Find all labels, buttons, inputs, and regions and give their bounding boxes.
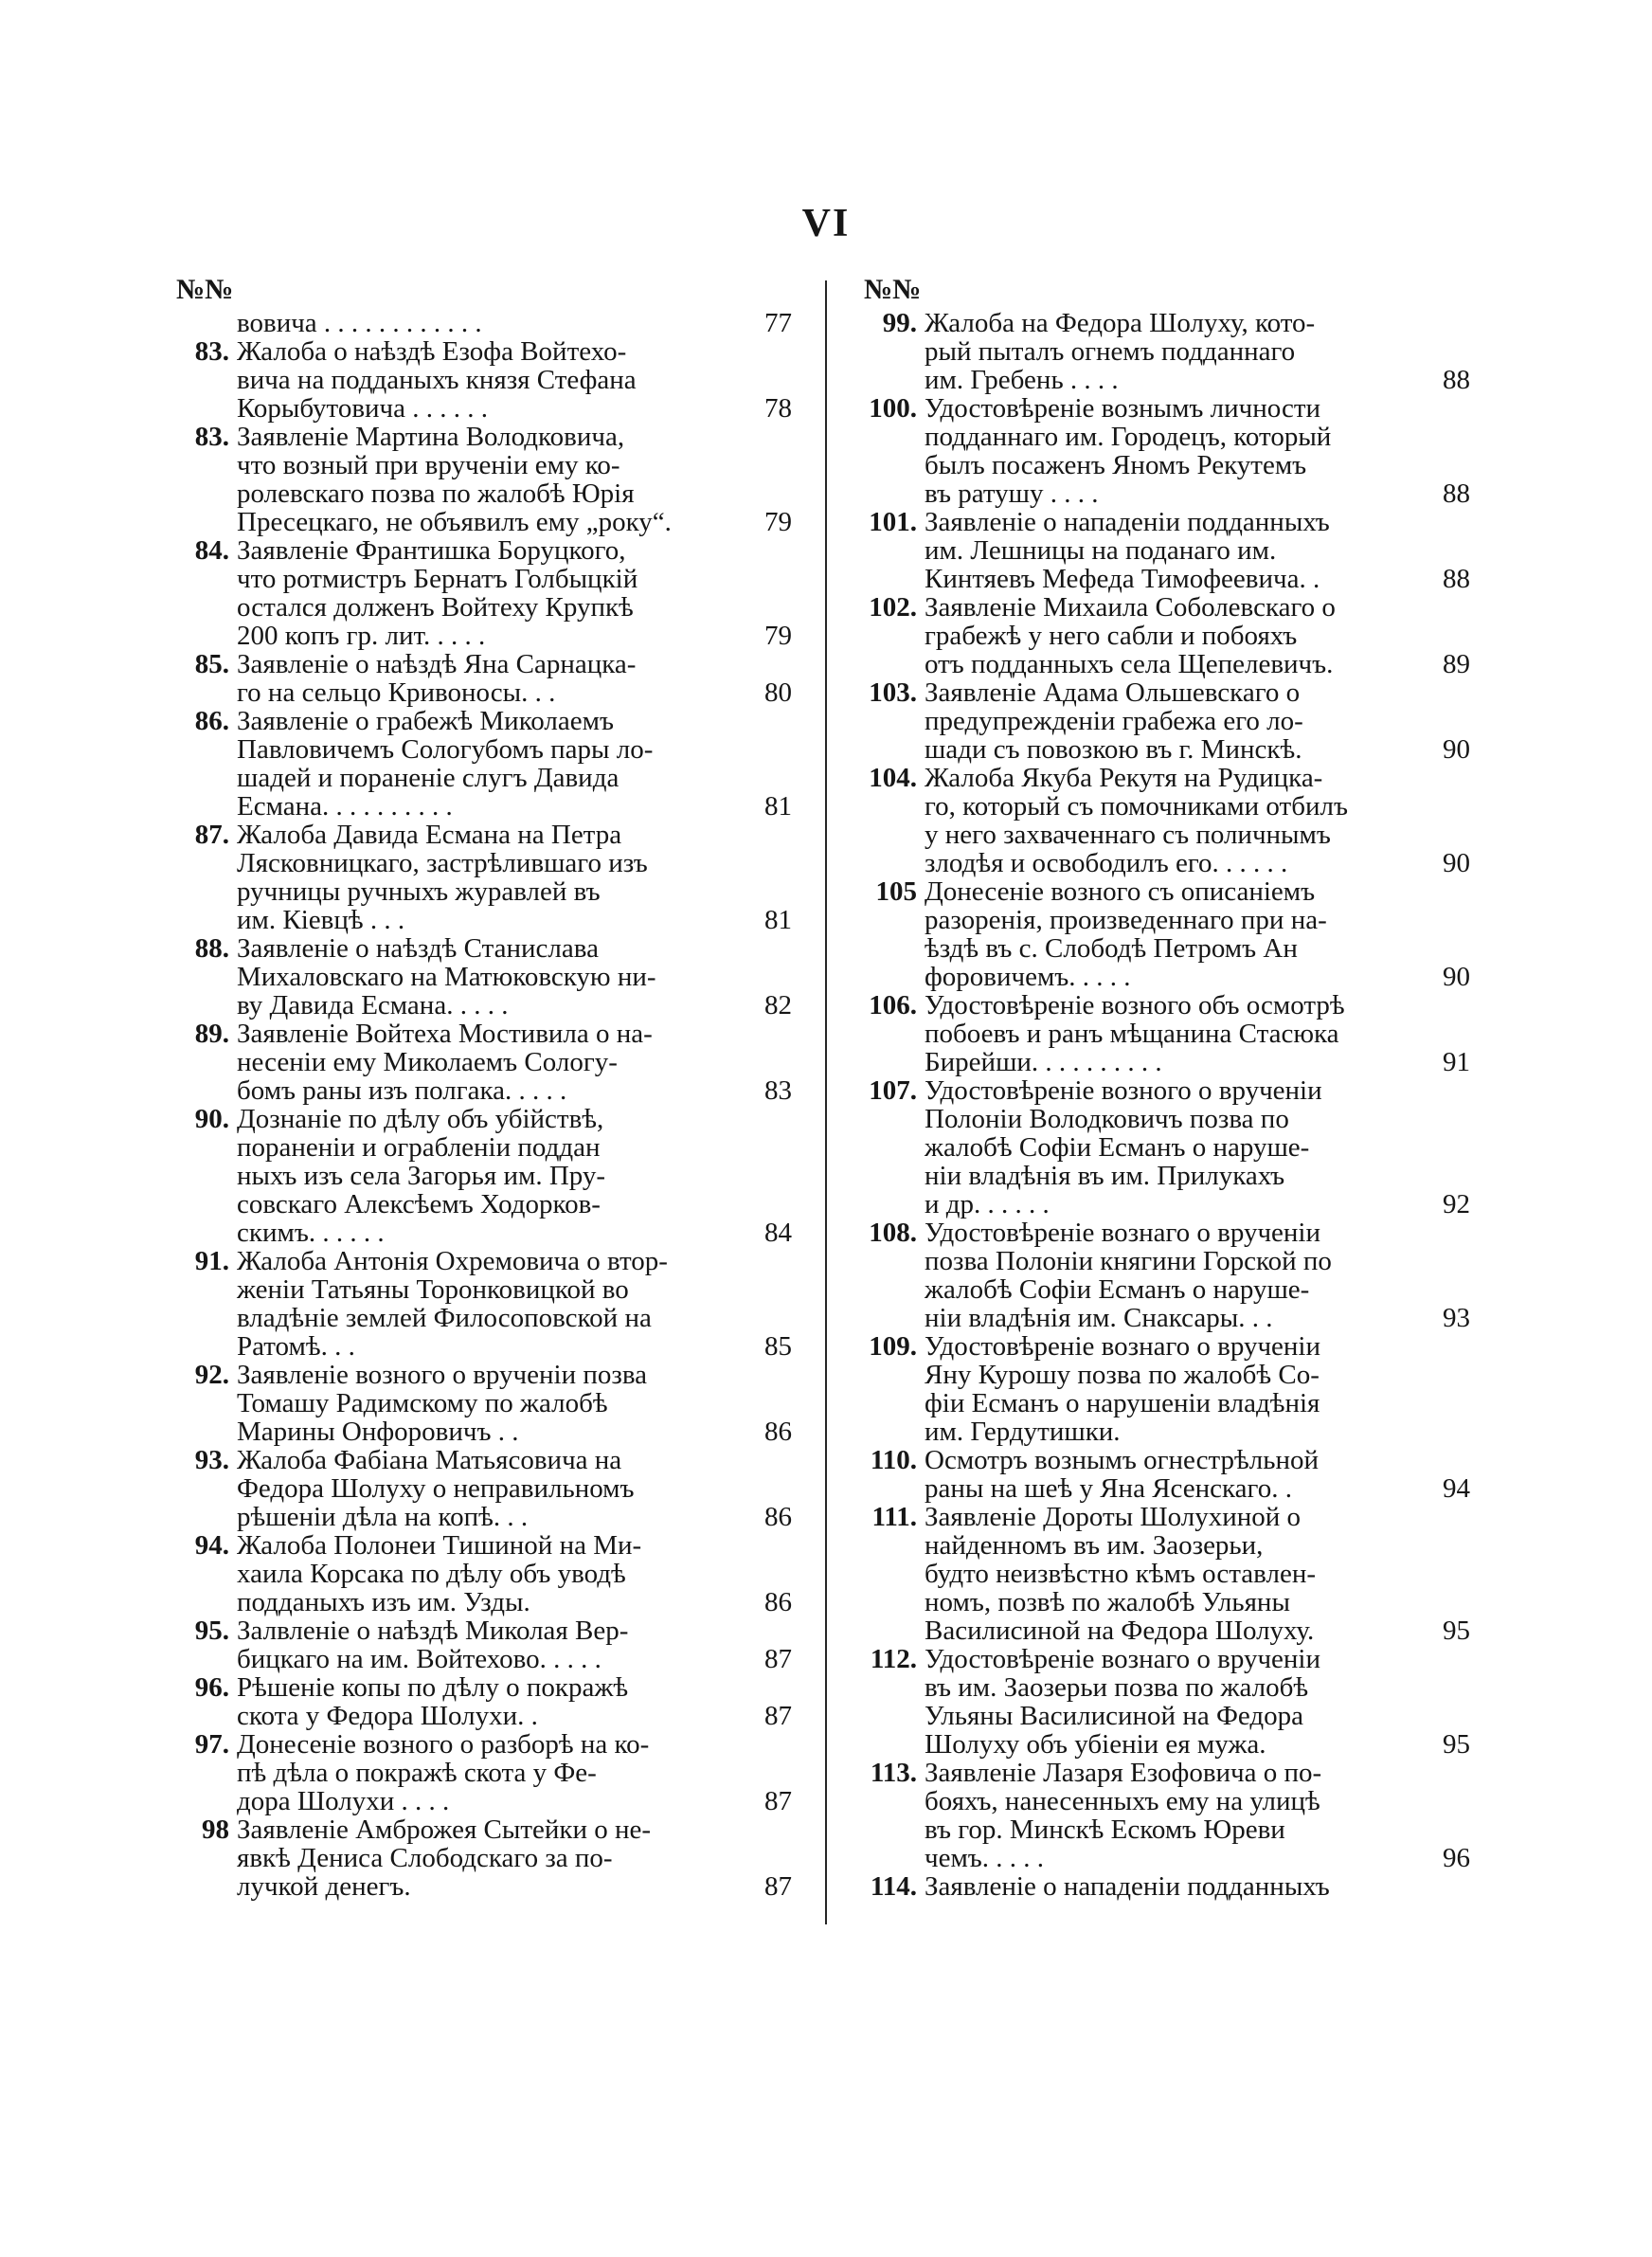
toc-entry [864, 877, 1470, 991]
toc-entry [864, 508, 1470, 593]
entry-number: 98 [202, 1815, 229, 1845]
entry-page-number: 89 [1443, 649, 1470, 679]
toc-entry [176, 309, 792, 337]
toc-entry [176, 1446, 792, 1531]
entry-number: 86. [194, 706, 229, 736]
entry-title: Заявленіе о наѣздѣ Станислава Михаловскаго на Матюковскую ни- ву Давида Есмана. . . . . [237, 933, 656, 1020]
toc-entry [176, 1020, 792, 1105]
entry-title: Залвленіе о наѣздѣ Миколая Вер- бицкаго на им. Войтехово. . . . . [237, 1616, 629, 1674]
right-entries-list [864, 309, 1470, 1901]
left-entries-list [176, 309, 792, 1901]
entry-title: Заявленіе Мартина Володковича, что возный при врученіи ему ко- ролевскаго позва по жалобѣ Юрія Пресецкаго, не объявилъ ему „року“. [237, 422, 672, 537]
toc-entry [864, 1645, 1470, 1759]
entry-page-number: 87 [764, 1701, 792, 1731]
toc-entry [864, 1759, 1470, 1872]
entry-number: 83. [194, 336, 229, 367]
entry-title: Жалоба Полонеи Тишиной на Ми- хаила Корсака по дѣлу объ уводѣ подданыхъ изъ им. Узды. [237, 1530, 642, 1617]
entry-page-number: 92 [1443, 1189, 1470, 1219]
entry-number: 106. [869, 990, 917, 1020]
entry-title: Заявленіе Франтишка Боруцкого, что ротмистръ Бернатъ Голбыцкій остался долженъ Войтеху Крупкѣ 200 копъ гр. лит. . . . . [237, 535, 638, 651]
entry-title: Заявленіе о грабежѣ Миколаемъ Павловичемъ Сологубомъ пары ло- шадей и пораненіе слугъ Давида Есмана. . . . . . . . . . [237, 706, 654, 822]
entry-title: Жалоба на Федора Шолуху, кото- рый пыталъ огнемъ подданнаго им. Гребень . . . . [925, 308, 1316, 395]
entry-number: 110. [870, 1445, 917, 1475]
entry-number: 99. [882, 308, 917, 338]
entry-number: 102. [869, 592, 917, 623]
entry-title: Заявленіе Михаила Соболевскаго о грабежѣ у него сабли и побояхъ отъ подданныхъ села Щепелевичъ. [925, 592, 1336, 679]
entry-title: Жалоба Давида Есмана на Петра Лясковницкаго, застрѣлившаго изъ ручницы ручныхъ журавлей въ им. Кіевцѣ . . . [237, 820, 648, 935]
entry-page-number: 80 [764, 677, 792, 708]
entry-title: Удостовѣреніе вознаго о врученіи позва Полоніи княгини Горской по жалобѣ Софіи Есманъ о наруше- ніи владѣнія им. Снаксары. . . [925, 1218, 1332, 1333]
entry-title: Удостовѣреніе вознымъ личности подданнаго им. Городецъ, который былъ посаженъ Яномъ Рекутемъ въ ратушу . . . . [925, 393, 1332, 509]
entry-number: 104. [869, 763, 917, 793]
entry-title: Заявленіе Амброжея Сытейки о не- явкѣ Дениса Слободскаго за по- лучкой денегъ. [237, 1815, 652, 1902]
toc-entry [176, 707, 792, 821]
toc-entry [176, 934, 792, 1020]
entry-title: Жалоба Фабіана Матьясовича на Федора Шолуху о неправильномъ рѣшеніи дѣла на копѣ. . . [237, 1445, 635, 1532]
entry-page-number: 87 [764, 1786, 792, 1816]
toc-entry [176, 536, 792, 650]
entry-page-number: 81 [764, 905, 792, 935]
entry-title: Жалоба о наѣздѣ Езофа Войтехо- вича на подданыхъ князя Стефана Корыбутовича . . . . . . [237, 336, 637, 424]
entry-page-number: 86 [764, 1502, 792, 1532]
entry-page-number: 93 [1443, 1303, 1470, 1333]
entry-page-number: 88 [1443, 478, 1470, 509]
entry-number: 89. [194, 1019, 229, 1049]
right-column [864, 271, 1470, 1901]
entry-page-number: 77 [764, 308, 792, 338]
entry-number: 92. [194, 1360, 229, 1390]
entry-number: 96. [194, 1672, 229, 1703]
entry-number: 108. [869, 1218, 917, 1248]
entry-number: 87. [194, 820, 229, 850]
toc-entry [864, 678, 1470, 764]
page-number: VI [801, 202, 851, 245]
toc-entry [176, 821, 792, 934]
entry-title: Заявленіе о наѣздѣ Яна Сарнацка- го на сельцо Кривоносы. . . [237, 649, 637, 708]
toc-entry [864, 764, 1470, 877]
toc-entry [864, 1332, 1470, 1446]
entry-number: 83. [194, 422, 229, 452]
toc-entry [176, 337, 792, 423]
toc-entry [176, 423, 792, 536]
toc-entry [176, 1247, 792, 1361]
entry-title: Жалоба Антонія Охремовича о втор- женіи Татьяны Торонковицкой во владѣніе землей Филосоповской на Ратомѣ. . . [237, 1246, 668, 1362]
entry-title: Донесеніе возного о разборѣ на ко- пѣ дѣла о покражѣ скота у Фе- дора Шолухи . . . . [237, 1729, 650, 1816]
entry-page-number: 95 [1443, 1729, 1470, 1760]
entry-title: вовича . . . . . . . . . . . . [237, 308, 482, 338]
entry-page-number: 87 [764, 1871, 792, 1902]
entry-number: 107. [869, 1075, 917, 1106]
toc-entry [864, 394, 1470, 508]
entry-page-number: 79 [764, 507, 792, 537]
entry-page-number: 95 [1443, 1616, 1470, 1646]
entry-number: 111. [871, 1502, 917, 1532]
column-divider [825, 280, 827, 1924]
toc-entry [176, 1815, 792, 1901]
entry-page-number: 91 [1443, 1047, 1470, 1077]
toc-entry [176, 650, 792, 707]
toc-entry [864, 593, 1470, 678]
toc-entry [176, 1105, 792, 1247]
entry-number: 114. [870, 1871, 917, 1902]
toc-entry [864, 1446, 1470, 1503]
entry-number: 95. [194, 1616, 229, 1646]
entry-number: 94. [194, 1530, 229, 1561]
entry-number: 91. [194, 1246, 229, 1276]
entry-title: Удостовѣреніе вознаго о врученіи Яну Курошу позва по жалобѣ Со- фіи Есманъ о нарушеніи владѣнія им. Гердутишки. [925, 1331, 1320, 1447]
entry-page-number: 90 [1443, 734, 1470, 765]
entry-title: Жалоба Якуба Рекутя на Рудицка- го, который съ помочниками отбилъ у него захваченнаго съ поличнымъ злодѣя и освободилъ его. . . . . . [925, 763, 1348, 878]
entry-page-number: 83 [764, 1075, 792, 1106]
entry-number: 88. [194, 933, 229, 964]
toc-entry [864, 1219, 1470, 1332]
entry-title: Заявленіе о нападеніи подданныхъ [925, 1871, 1330, 1902]
entry-number: 93. [194, 1445, 229, 1475]
entry-page-number: 79 [764, 621, 792, 651]
entry-page-number: 84 [764, 1218, 792, 1248]
toc-entry [176, 1730, 792, 1815]
entry-number: 113. [870, 1758, 917, 1788]
toc-entry [864, 1503, 1470, 1645]
numbers-header: №№ [176, 274, 234, 305]
entry-page-number: 94 [1443, 1473, 1470, 1504]
entry-number: 103. [869, 677, 917, 708]
entry-title: Заявленіе Войтеха Мостивила о на- несеніи ему Миколаемъ Сологу- бомъ раны изъ полгака. . . . . [237, 1019, 653, 1106]
entry-page-number: 82 [764, 990, 792, 1020]
entry-page-number: 87 [764, 1644, 792, 1674]
entry-number: 100. [869, 393, 917, 424]
entry-number: 85. [194, 649, 229, 679]
entry-title: Заявленіе возного о врученіи позва Томашу Радимскому по жалобѣ Марины Онфоровичъ . . [237, 1360, 648, 1447]
toc-entry [864, 991, 1470, 1076]
entry-page-number: 96 [1443, 1843, 1470, 1873]
entry-title: Удостовѣреніе возного о врученіи Полоніи Володковичъ позва по жалобѣ Софіи Есманъ о наруше- ніи владѣнія въ им. Прилукахъ и др. . . . . . [925, 1075, 1322, 1219]
toc-entry [176, 1531, 792, 1616]
entry-page-number: 88 [1443, 365, 1470, 395]
entry-number: 97. [194, 1729, 229, 1760]
toc-entry [864, 1076, 1470, 1219]
entry-number: 109. [869, 1331, 917, 1362]
numbers-header: №№ [864, 274, 922, 305]
entry-page-number: 90 [1443, 962, 1470, 992]
left-column [176, 271, 792, 1901]
entry-title: Осмотръ вознымъ огнестрѣльной раны на шеѣ у Яна Ясенскаго. . [925, 1445, 1319, 1504]
entry-number: 84. [194, 535, 229, 566]
entry-title: Удостовѣреніе вознаго о врученіи въ им. Заозерьи позва по жалобѣ Ульяны Василисиной на Федора Шолуху объ убіеніи ея мужа. [925, 1644, 1320, 1760]
entry-title: Дознаніе по дѣлу объ убійствѣ, пораненіи и ограбленіи поддан ныхъ изъ села Загорья им. Пру- совскаго Алексѣемъ Ходорков- скимъ. . . . . . [237, 1104, 606, 1248]
toc-entry [176, 1673, 792, 1730]
entry-number: 101. [869, 507, 917, 537]
entry-page-number: 86 [764, 1587, 792, 1617]
toc-entry [864, 1872, 1470, 1901]
entry-title: Донесеніе возного съ описаніемъ разоренія, произведеннаго при на- ѣздѣ въ с. Слободѣ Петромъ Ан форовичемъ. . . . . [925, 876, 1327, 992]
entry-title: Заявленіе Дороты Шолухиной о найденномъ въ им. Заозерьи, будто неизвѣстно кѣмъ оставлен- номъ, позвѣ по жалобѣ Ульяны Василисиной на Федора Шолуху. [925, 1502, 1316, 1646]
entry-number: 112. [870, 1644, 917, 1674]
entry-page-number: 81 [764, 791, 792, 822]
entry-title: Рѣшеніе копы по дѣлу о покражѣ скота у Федора Шолухи. . [237, 1672, 629, 1731]
entry-title: Удостовѣреніе возного объ осмотрѣ побоевъ и ранъ мѣщанина Стасюка Бирейши. . . . . . . . . . [925, 990, 1345, 1077]
entry-page-number: 86 [764, 1417, 792, 1447]
entry-page-number: 88 [1443, 564, 1470, 594]
entry-page-number: 78 [764, 393, 792, 424]
entry-title: Заявленіе Лазаря Езофовича о по- бояхъ, нанесенныхъ ему на улицѣ въ гор. Минскѣ Ескомъ Юреви чемъ. . . . . [925, 1758, 1322, 1873]
entry-page-number: 85 [764, 1331, 792, 1362]
entry-number: 90. [194, 1104, 229, 1134]
entry-title: Заявленіе о нападеніи подданныхъ им. Лешницы на поданаго им. Кинтяевъ Мефеда Тимофеевича. . [925, 507, 1330, 594]
entry-title: Заявленіе Адама Ольшевскаго о предупрежденіи грабежа его ло- шади съ повозкою въ г. Минскѣ. [925, 677, 1303, 765]
entry-page-number: 90 [1443, 848, 1470, 878]
toc-entry [176, 1616, 792, 1673]
entry-number: 105 [875, 876, 917, 907]
toc-entry [864, 309, 1470, 394]
toc-entry [176, 1361, 792, 1446]
